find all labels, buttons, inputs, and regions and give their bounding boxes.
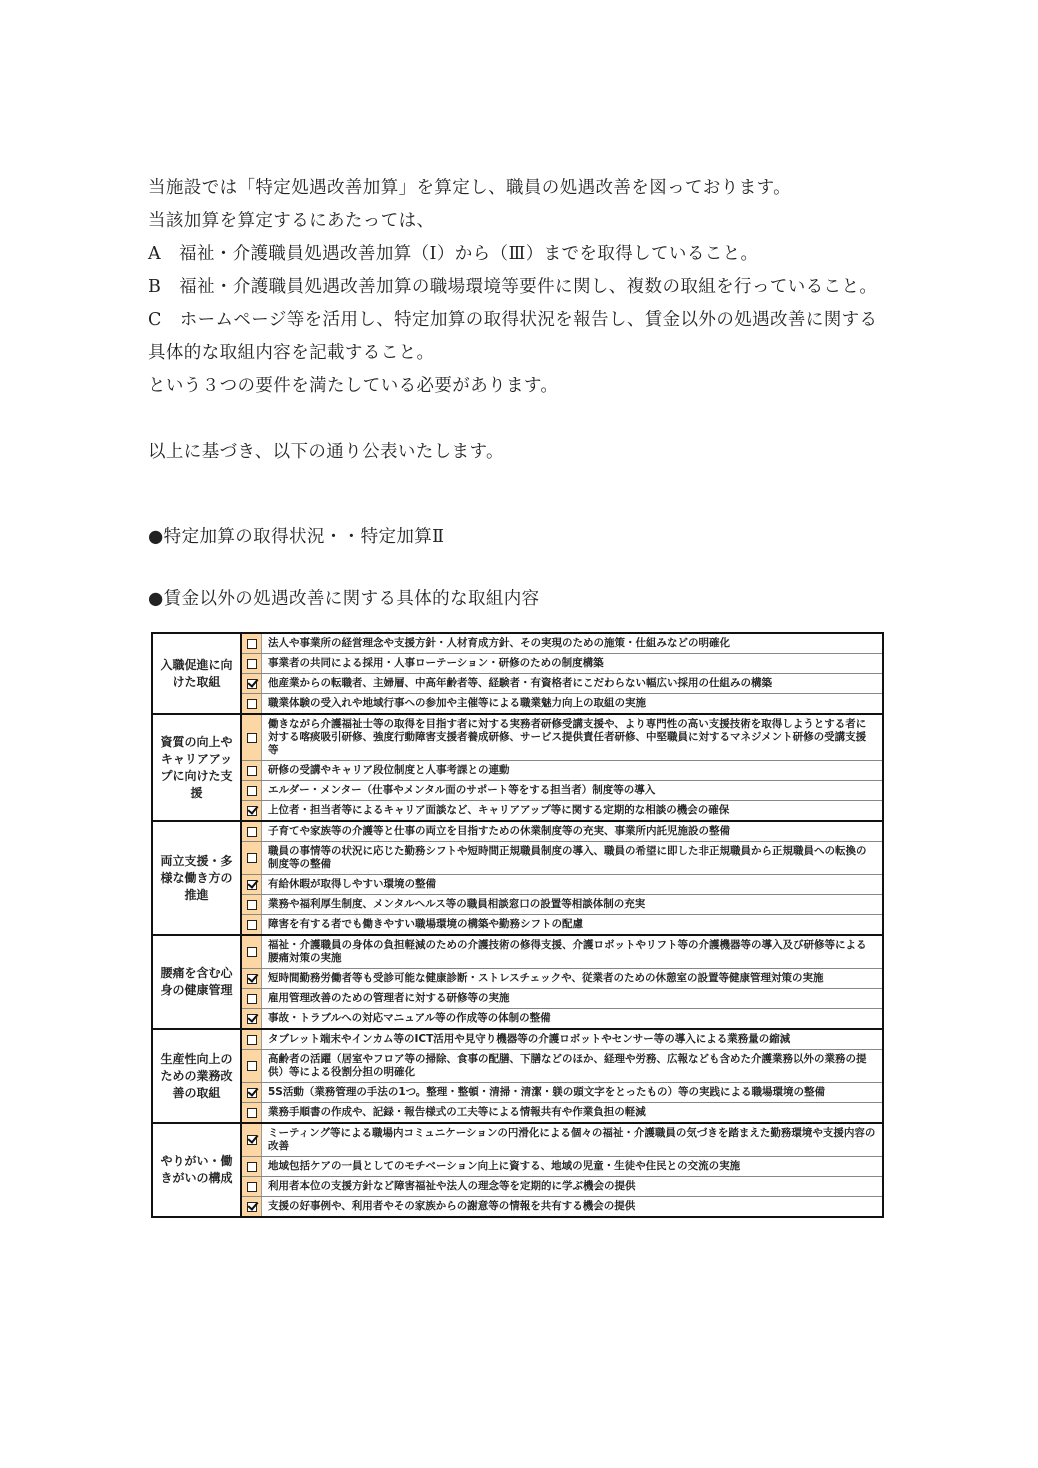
category-items bbox=[242, 936, 882, 1028]
initiative-text: 他産業からの転職者、主婦層、中高年齢者等、経験者・有資格者にこだわらない幅広い採用の仕組みの構築 bbox=[268, 677, 772, 689]
unchecked-checkbox[interactable] bbox=[247, 853, 257, 863]
initiative-text: ミーティング等による職場内コミュニケーションの円滑化による個々の福祉・介護職員の気づきを踏まえた勤務環境や支援内容の改善 bbox=[268, 1127, 876, 1152]
unchecked-checkbox[interactable] bbox=[247, 1182, 257, 1192]
checkbox-cell bbox=[242, 936, 262, 968]
initiative-text: 5S活動（業務管理の手法の1つ。整理・整頓・清掃・清潔・躾の頭文字をとったもの）等の実践による職場環境の整備 bbox=[268, 1086, 826, 1098]
category-label: 両立支援・多様な働き方の推進 bbox=[153, 822, 242, 934]
checkbox-cell bbox=[242, 822, 262, 841]
category-label: 資質の向上やキャリアアップに向けた支援 bbox=[153, 715, 242, 820]
category-items bbox=[242, 715, 882, 820]
unchecked-checkbox[interactable] bbox=[247, 947, 257, 957]
checkbox-cell bbox=[242, 1157, 262, 1176]
checked-checkbox[interactable] bbox=[247, 806, 257, 816]
intro-line-4: B 福祉・介護職員処遇改善加算の職場環境等要件に関し、複数の取組を行っていること。 bbox=[148, 277, 878, 297]
category-items bbox=[242, 1030, 882, 1122]
initiative-text: 業務や福利厚生制度、メンタルヘルス等の職員相談窓口の設置等相談体制の充実 bbox=[268, 898, 646, 910]
initiative-row bbox=[242, 1156, 882, 1176]
checkbox-cell bbox=[242, 1177, 262, 1196]
unchecked-checkbox[interactable] bbox=[247, 994, 257, 1004]
intro-line-1: 当施設では「特定処遇改善加算」を算定し、職員の処遇改善を図っております。 bbox=[148, 178, 791, 198]
section-heading-status: ●特定加算の取得状況・・特定加算Ⅱ bbox=[148, 527, 445, 547]
initiative-text: 職員の事情等の状況に応じた勤務シフトや短時間正規職員制度の導入、職員の希望に即した非正規職員から正規職員への転換の制度等の整備 bbox=[268, 845, 867, 870]
category-group bbox=[153, 1028, 882, 1122]
category-label: 入職促進に向けた取組 bbox=[153, 634, 242, 713]
checked-checkbox[interactable] bbox=[247, 880, 257, 890]
initiative-row bbox=[242, 780, 882, 800]
checked-checkbox[interactable] bbox=[247, 1014, 257, 1024]
checked-checkbox[interactable] bbox=[247, 1135, 257, 1145]
checkbox-cell bbox=[242, 842, 262, 874]
checkbox-cell bbox=[242, 1009, 262, 1028]
initiative-row bbox=[242, 988, 882, 1008]
initiative-text: 雇用管理改善のための管理者に対する研修等の実施 bbox=[268, 992, 510, 1004]
initiative-text: 利用者本位の支援方針など障害福祉や法人の理念等を定期的に学ぶ機会の提供 bbox=[268, 1180, 636, 1192]
checkbox-cell bbox=[242, 1197, 262, 1216]
category-label: 腰痛を含む心身の健康管理 bbox=[153, 936, 242, 1028]
checkbox-cell bbox=[242, 634, 262, 653]
unchecked-checkbox[interactable] bbox=[247, 639, 257, 649]
unchecked-checkbox[interactable] bbox=[247, 1108, 257, 1118]
initiative-text: 研修の受講やキャリア段位制度と人事考課との連動 bbox=[268, 764, 510, 776]
initiative-row bbox=[242, 894, 882, 914]
unchecked-checkbox[interactable] bbox=[247, 1035, 257, 1045]
checkbox-cell bbox=[242, 915, 262, 934]
category-group bbox=[153, 1122, 882, 1216]
checkbox-cell bbox=[242, 654, 262, 673]
initiative-row bbox=[242, 760, 882, 780]
unchecked-checkbox[interactable] bbox=[247, 766, 257, 776]
initiative-text: 障害を有する者でも働きやすい職場環境の構築や勤務シフトの配慮 bbox=[268, 918, 583, 930]
initiative-row bbox=[242, 1102, 882, 1122]
initiative-text: 事故・トラブルへの対応マニュアル等の作成等の体制の整備 bbox=[268, 1012, 551, 1024]
checkbox-cell bbox=[242, 781, 262, 800]
category-items bbox=[242, 634, 882, 713]
initiative-text: エルダー・メンター（仕事やメンタル面のサポート等をする担当者）制度等の導入 bbox=[268, 784, 656, 796]
initiative-row bbox=[242, 1049, 882, 1082]
unchecked-checkbox[interactable] bbox=[247, 733, 257, 743]
unchecked-checkbox[interactable] bbox=[247, 786, 257, 796]
intro-text bbox=[148, 172, 908, 469]
unchecked-checkbox[interactable] bbox=[247, 900, 257, 910]
checkbox-cell bbox=[242, 801, 262, 820]
section-heading-initiatives: ●賃金以外の処遇改善に関する具体的な取組内容 bbox=[148, 589, 540, 609]
checkbox-cell bbox=[242, 1050, 262, 1082]
initiative-text: 地域包括ケアの一員としてのモチベーション向上に資する、地域の児童・生徒や住民との交流の実施 bbox=[268, 1160, 741, 1172]
initiative-row bbox=[242, 673, 882, 693]
initiative-row bbox=[242, 1082, 882, 1102]
unchecked-checkbox[interactable] bbox=[247, 659, 257, 669]
checkbox-cell bbox=[242, 1124, 262, 1156]
initiative-text: 上位者・担当者等によるキャリア面談など、キャリアアップ等に関する定期的な相談の機会の確保 bbox=[268, 804, 730, 816]
initiative-text: 法人や事業所の経営理念や支援方針・人材育成方針、その実現のための施策・仕組みなどの明確化 bbox=[268, 637, 730, 649]
checked-checkbox[interactable] bbox=[247, 974, 257, 984]
intro-line-7: という３つの要件を満たしている必要があります。 bbox=[148, 376, 559, 396]
initiative-row bbox=[242, 822, 882, 841]
initiative-row bbox=[242, 841, 882, 874]
checkbox-cell bbox=[242, 1030, 262, 1049]
category-group bbox=[153, 820, 882, 934]
initiative-text: 高齢者の活躍（居室やフロア等の掃除、食事の配膳、下膳などのほか、経理や労務、広報なども含めた介護業務以外の業務の提供）等による役割分担の明確化 bbox=[268, 1053, 867, 1078]
unchecked-checkbox[interactable] bbox=[247, 1061, 257, 1071]
category-group bbox=[153, 634, 882, 713]
initiative-text: 職業体験の受入れや地域行事への参加や主催等による職業魅力向上の取組の実施 bbox=[268, 697, 646, 709]
checkbox-cell bbox=[242, 715, 262, 760]
checked-checkbox[interactable] bbox=[247, 679, 257, 689]
checkbox-cell bbox=[242, 875, 262, 894]
initiative-row bbox=[242, 936, 882, 968]
checked-checkbox[interactable] bbox=[247, 1202, 257, 1212]
initiative-row bbox=[242, 800, 882, 820]
unchecked-checkbox[interactable] bbox=[247, 827, 257, 837]
category-items bbox=[242, 822, 882, 934]
unchecked-checkbox[interactable] bbox=[247, 920, 257, 930]
initiative-text: タブレット端末やインカム等のICT活用や見守り機器等の介護ロボットやセンサー等の導入による業務量の縮減 bbox=[268, 1033, 791, 1045]
intro-line-5: C ホームページ等を活用し、特定加算の取得状況を報告し、賃金以外の処遇改善に関する bbox=[148, 310, 878, 330]
initiative-text: 福祉・介護職員の身体の負担軽減のための介護技術の修得支援、介護ロボットやリフト等の介護機器等の導入及び研修等による腰痛対策の実施 bbox=[268, 939, 867, 964]
checkbox-cell bbox=[242, 694, 262, 713]
checkbox-cell bbox=[242, 1083, 262, 1102]
initiative-row bbox=[242, 1196, 882, 1216]
initiative-row bbox=[242, 653, 882, 673]
checkbox-cell bbox=[242, 969, 262, 988]
unchecked-checkbox[interactable] bbox=[247, 699, 257, 709]
category-label: 生産性向上のための業務改善の取組 bbox=[153, 1030, 242, 1122]
category-items bbox=[242, 1124, 882, 1216]
checked-checkbox[interactable] bbox=[247, 1088, 257, 1098]
category-label: やりがい・働きがいの構成 bbox=[153, 1124, 242, 1216]
initiative-row bbox=[242, 1176, 882, 1196]
initiative-row bbox=[242, 693, 882, 713]
initiatives-table bbox=[151, 632, 884, 1218]
category-group bbox=[153, 713, 882, 820]
checkbox-cell bbox=[242, 761, 262, 780]
initiative-text: 短時間勤務労働者等も受診可能な健康診断・ストレスチェックや、従業者のための休憩室の設置等健康管理対策の実施 bbox=[268, 972, 824, 984]
initiative-row bbox=[242, 715, 882, 760]
initiative-row bbox=[242, 968, 882, 988]
intro-line-2: 当該加算を算定するにあたっては、 bbox=[148, 211, 435, 231]
initiative-text: 事業者の共同による採用・人事ローテーション・研修のための制度構築 bbox=[268, 657, 604, 669]
checkbox-cell bbox=[242, 1103, 262, 1122]
initiative-row bbox=[242, 874, 882, 894]
initiative-text: 有給休暇が取得しやすい環境の整備 bbox=[268, 878, 436, 890]
checkbox-cell bbox=[242, 895, 262, 914]
initiative-row bbox=[242, 1124, 882, 1156]
initiative-row bbox=[242, 1030, 882, 1049]
intro-line-6: 具体的な取組内容を記載すること。 bbox=[148, 343, 435, 363]
initiative-text: 子育てや家族等の介護等と仕事の両立を目指すための休業制度等の充実、事業所内託児施設の整備 bbox=[268, 825, 730, 837]
category-group bbox=[153, 934, 882, 1028]
initiative-text: 業務手順書の作成や、記録・報告様式の工夫等による情報共有や作業負担の軽減 bbox=[268, 1106, 646, 1118]
initiative-row bbox=[242, 914, 882, 934]
checkbox-cell bbox=[242, 674, 262, 693]
initiative-row bbox=[242, 634, 882, 653]
checkbox-cell bbox=[242, 989, 262, 1008]
initiative-text: 支援の好事例や、利用者やその家族からの謝意等の情報を共有する機会の提供 bbox=[268, 1200, 636, 1212]
intro-line-3: A 福祉・介護職員処遇改善加算（Ⅰ）から（Ⅲ）までを取得していること。 bbox=[148, 244, 759, 264]
closing-line: 以上に基づき、以下の通り公表いたします。 bbox=[148, 442, 504, 462]
initiative-text: 働きながら介護福祉士等の取得を目指す者に対する実務者研修受講支援や、より専門性の高い支援技術を取得しようとする者に対する喀痰吸引研修、強度行動障害支援者養成研修、サービス提供責任者研修、中堅職員に対するマネジメント研修の受講支援等 bbox=[268, 718, 867, 756]
unchecked-checkbox[interactable] bbox=[247, 1162, 257, 1172]
initiative-row bbox=[242, 1008, 882, 1028]
